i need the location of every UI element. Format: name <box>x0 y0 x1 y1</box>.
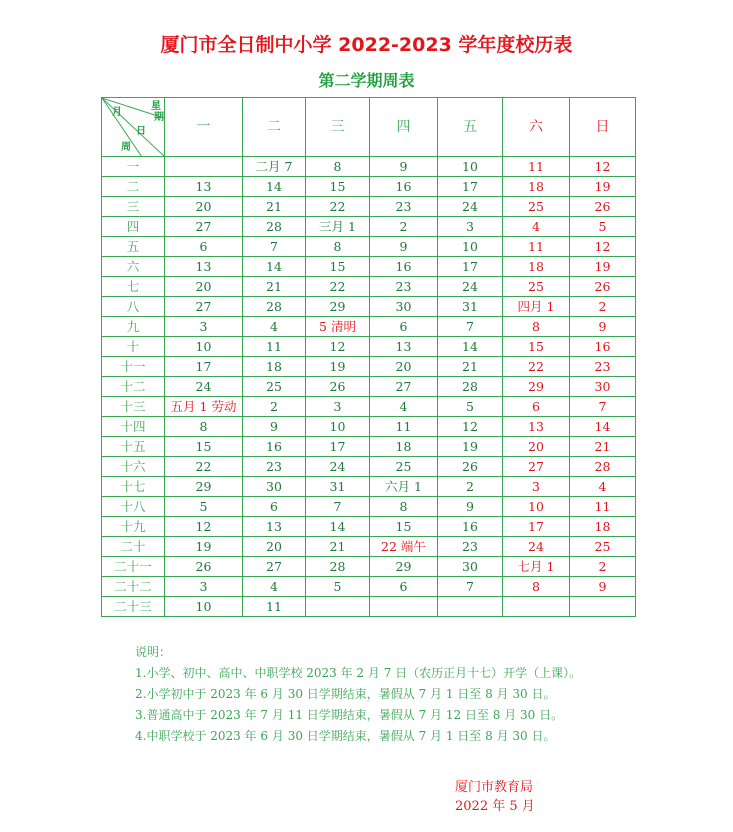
table-row <box>102 537 636 557</box>
date-cell: 17 <box>438 257 503 277</box>
date-cell: 25 <box>503 197 570 217</box>
date-cell: 27 <box>503 457 570 477</box>
date-cell: 21 <box>438 357 503 377</box>
date-cell: 8 <box>503 577 570 597</box>
table-row <box>102 497 636 517</box>
week-number-cell: 七 <box>102 277 165 297</box>
week-number-cell: 十 <box>102 337 165 357</box>
date-cell: 19 <box>570 177 636 197</box>
date-cell: 5 <box>165 497 243 517</box>
date-cell: 15 <box>503 337 570 357</box>
date-cell: 24 <box>438 197 503 217</box>
date-cell: 6 <box>503 397 570 417</box>
date-cell: 3 <box>503 477 570 497</box>
date-cell: 7 <box>438 317 503 337</box>
table-row <box>102 217 636 237</box>
date-cell <box>570 597 636 617</box>
table-row <box>102 357 636 377</box>
week-number-cell: 十九 <box>102 517 165 537</box>
date-cell: 18 <box>503 177 570 197</box>
date-cell: 12 <box>570 157 636 177</box>
date-cell: 11 <box>503 237 570 257</box>
date-cell: 2 <box>243 397 306 417</box>
date-cell: 22 <box>503 357 570 377</box>
week-number-cell: 十七 <box>102 477 165 497</box>
date-cell: 23 <box>370 197 438 217</box>
date-cell: 17 <box>438 177 503 197</box>
week-number-cell: 二十三 <box>102 597 165 617</box>
date-cell <box>165 157 243 177</box>
week-number-cell: 五 <box>102 237 165 257</box>
table-row <box>102 157 636 177</box>
header-wed: 三 <box>306 98 370 157</box>
date-cell: 20 <box>503 437 570 457</box>
table-row <box>102 237 636 257</box>
table-row <box>102 337 636 357</box>
date-cell: 14 <box>438 337 503 357</box>
date-cell: 9 <box>570 577 636 597</box>
date-cell: 20 <box>165 277 243 297</box>
date-cell: 18 <box>370 437 438 457</box>
date-cell: 3 <box>165 317 243 337</box>
date-cell: 7 <box>438 577 503 597</box>
calendar-table <box>101 97 636 617</box>
date-cell: 4 <box>243 317 306 337</box>
week-number-cell: 三 <box>102 197 165 217</box>
week-number-cell: 十五 <box>102 437 165 457</box>
date-cell: 4 <box>370 397 438 417</box>
date-cell: 29 <box>165 477 243 497</box>
date-cell: 28 <box>438 377 503 397</box>
date-cell: 2 <box>570 557 636 577</box>
date-cell: 12 <box>570 237 636 257</box>
table-row <box>102 197 636 217</box>
header-thu: 四 <box>370 98 438 157</box>
date-cell: 7 <box>243 237 306 257</box>
week-number-cell: 八 <box>102 297 165 317</box>
date-cell: 24 <box>165 377 243 397</box>
date-cell: 17 <box>165 357 243 377</box>
date-cell: 14 <box>243 257 306 277</box>
date-cell: 15 <box>306 257 370 277</box>
date-cell: 9 <box>438 497 503 517</box>
date-cell: 10 <box>306 417 370 437</box>
date-cell: 18 <box>243 357 306 377</box>
date-cell: 10 <box>503 497 570 517</box>
table-row <box>102 577 636 597</box>
table-row <box>102 177 636 197</box>
date-cell: 10 <box>438 157 503 177</box>
calendar-body <box>102 157 636 617</box>
table-row <box>102 297 636 317</box>
date-cell: 18 <box>503 257 570 277</box>
table-row <box>102 477 636 497</box>
table-row <box>102 417 636 437</box>
date-cell: 7 <box>570 397 636 417</box>
date-cell: 27 <box>243 557 306 577</box>
date-cell: 29 <box>503 377 570 397</box>
note-item: 1.小学、初中、高中、中职学校 2023 年 2 月 7 日（农历正月十七）开学（上课）。 <box>135 666 582 680</box>
week-number-cell: 十三 <box>102 397 165 417</box>
signature-org: 厦门市教育局 <box>455 780 534 795</box>
date-cell: 12 <box>165 517 243 537</box>
date-cell: 10 <box>165 597 243 617</box>
week-number-cell: 九 <box>102 317 165 337</box>
date-cell: 30 <box>243 477 306 497</box>
date-cell: 二月 7 <box>243 157 306 177</box>
date-cell: 5 <box>306 577 370 597</box>
date-cell: 25 <box>243 377 306 397</box>
date-cell: 20 <box>370 357 438 377</box>
date-cell: 10 <box>165 337 243 357</box>
date-cell: 14 <box>570 417 636 437</box>
week-number-cell: 十八 <box>102 497 165 517</box>
date-cell: 6 <box>243 497 306 517</box>
date-cell: 3 <box>165 577 243 597</box>
date-cell: 16 <box>370 177 438 197</box>
date-cell: 19 <box>570 257 636 277</box>
date-cell: 5 <box>570 217 636 237</box>
week-number-cell: 二十 <box>102 537 165 557</box>
date-cell: 23 <box>438 537 503 557</box>
date-cell: 16 <box>243 437 306 457</box>
date-cell: 25 <box>370 457 438 477</box>
date-cell: 16 <box>438 517 503 537</box>
date-cell: 29 <box>306 297 370 317</box>
corner-label-qi: 期 <box>154 112 164 123</box>
date-cell: 19 <box>438 437 503 457</box>
header-tue: 二 <box>243 98 306 157</box>
date-cell: 15 <box>306 177 370 197</box>
table-row <box>102 277 636 297</box>
date-cell: 8 <box>306 157 370 177</box>
date-cell: 7 <box>306 497 370 517</box>
date-cell: 17 <box>503 517 570 537</box>
date-cell: 26 <box>570 197 636 217</box>
week-number-cell: 六 <box>102 257 165 277</box>
date-cell: 三月 1 <box>306 217 370 237</box>
date-cell: 14 <box>306 517 370 537</box>
date-cell: 13 <box>165 177 243 197</box>
note-item: 4.中职学校于 2023 年 6 月 30 日学期结束，暑假从 7 月 1 日至 8 月 30 日。 <box>135 729 556 743</box>
date-cell: 21 <box>243 277 306 297</box>
signature <box>455 778 535 816</box>
corner-label-month: 月 <box>112 107 122 118</box>
date-cell: 21 <box>243 197 306 217</box>
date-cell: 20 <box>165 197 243 217</box>
date-cell: 10 <box>438 237 503 257</box>
date-cell: 21 <box>306 537 370 557</box>
date-cell: 19 <box>306 357 370 377</box>
date-cell: 六月 1 <box>370 477 438 497</box>
date-cell: 17 <box>306 437 370 457</box>
header-fri: 五 <box>438 98 503 157</box>
week-number-cell: 十一 <box>102 357 165 377</box>
date-cell: 4 <box>243 577 306 597</box>
date-cell: 8 <box>306 237 370 257</box>
date-cell: 21 <box>570 437 636 457</box>
date-cell: 23 <box>370 277 438 297</box>
table-row <box>102 437 636 457</box>
date-cell <box>306 597 370 617</box>
note-item: 2.小学初中于 2023 年 6 月 30 日学期结束，暑假从 7 月 1 日至 8 月 30 日。 <box>135 687 556 701</box>
table-row <box>102 317 636 337</box>
note-item: 3.普通高中于 2023 年 7 月 11 日学期结束，暑假从 7 月 12 日至 8 月 30 日。 <box>135 708 564 722</box>
notes-heading: 说明： <box>135 645 172 659</box>
week-number-cell: 十四 <box>102 417 165 437</box>
date-cell: 6 <box>370 317 438 337</box>
date-cell: 13 <box>243 517 306 537</box>
date-cell: 22 端午 <box>370 537 438 557</box>
date-cell: 26 <box>165 557 243 577</box>
table-row <box>102 397 636 417</box>
date-cell: 30 <box>370 297 438 317</box>
header-sun: 日 <box>570 98 636 157</box>
table-row <box>102 257 636 277</box>
date-cell: 28 <box>306 557 370 577</box>
date-cell: 5 <box>438 397 503 417</box>
date-cell: 9 <box>370 157 438 177</box>
page-subtitle: 第二学期周表 <box>318 71 415 90</box>
date-cell: 16 <box>370 257 438 277</box>
date-cell: 13 <box>503 417 570 437</box>
date-cell: 27 <box>165 217 243 237</box>
signature-date: 2022 年 5 月 <box>455 799 535 814</box>
date-cell: 5 清明 <box>306 317 370 337</box>
date-cell: 19 <box>165 537 243 557</box>
date-cell <box>370 597 438 617</box>
date-cell: 9 <box>243 417 306 437</box>
date-cell: 28 <box>243 297 306 317</box>
date-cell: 12 <box>438 417 503 437</box>
week-number-cell: 二 <box>102 177 165 197</box>
date-cell: 9 <box>370 237 438 257</box>
date-cell: 13 <box>165 257 243 277</box>
date-cell: 4 <box>570 477 636 497</box>
header-sat: 六 <box>503 98 570 157</box>
date-cell: 22 <box>306 277 370 297</box>
table-row <box>102 457 636 477</box>
date-cell: 30 <box>570 377 636 397</box>
date-cell: 11 <box>243 337 306 357</box>
table-row <box>102 597 636 617</box>
date-cell: 8 <box>165 417 243 437</box>
corner-label-xing: 星 <box>151 101 161 112</box>
week-number-cell: 十六 <box>102 457 165 477</box>
corner-cell <box>102 98 165 157</box>
date-cell: 14 <box>243 177 306 197</box>
week-number-cell: 一 <box>102 157 165 177</box>
date-cell: 18 <box>570 517 636 537</box>
date-cell: 26 <box>570 277 636 297</box>
date-cell: 24 <box>503 537 570 557</box>
date-cell: 28 <box>570 457 636 477</box>
date-cell: 20 <box>243 537 306 557</box>
date-cell: 8 <box>370 497 438 517</box>
date-cell: 11 <box>570 497 636 517</box>
date-cell <box>503 597 570 617</box>
date-cell <box>438 597 503 617</box>
date-cell: 11 <box>370 417 438 437</box>
table-row <box>102 377 636 397</box>
date-cell: 25 <box>503 277 570 297</box>
date-cell: 29 <box>370 557 438 577</box>
header-mon: 一 <box>165 98 243 157</box>
date-cell: 8 <box>503 317 570 337</box>
date-cell: 24 <box>306 457 370 477</box>
date-cell: 四月 1 <box>503 297 570 317</box>
week-number-cell: 二十一 <box>102 557 165 577</box>
date-cell: 15 <box>165 437 243 457</box>
table-row <box>102 517 636 537</box>
header-row <box>102 98 636 157</box>
date-cell: 16 <box>570 337 636 357</box>
date-cell: 22 <box>306 197 370 217</box>
date-cell: 2 <box>438 477 503 497</box>
date-cell: 28 <box>243 217 306 237</box>
date-cell: 27 <box>370 377 438 397</box>
date-cell: 3 <box>438 217 503 237</box>
date-cell: 31 <box>306 477 370 497</box>
date-cell: 五月 1 劳动 <box>165 397 243 417</box>
date-cell: 26 <box>438 457 503 477</box>
page-title: 厦门市全日制中小学 2022-2023 学年度校历表 <box>160 34 573 56</box>
date-cell: 23 <box>570 357 636 377</box>
week-number-cell: 十二 <box>102 377 165 397</box>
corner-label-day: 日 <box>136 126 146 137</box>
date-cell: 12 <box>306 337 370 357</box>
date-cell: 27 <box>165 297 243 317</box>
date-cell: 11 <box>243 597 306 617</box>
date-cell: 9 <box>570 317 636 337</box>
notes-section <box>135 642 581 747</box>
date-cell: 26 <box>306 377 370 397</box>
date-cell: 15 <box>370 517 438 537</box>
date-cell: 22 <box>165 457 243 477</box>
date-cell: 6 <box>165 237 243 257</box>
date-cell: 6 <box>370 577 438 597</box>
date-cell: 23 <box>243 457 306 477</box>
date-cell: 2 <box>570 297 636 317</box>
table-row <box>102 557 636 577</box>
date-cell: 2 <box>370 217 438 237</box>
date-cell: 24 <box>438 277 503 297</box>
date-cell: 13 <box>370 337 438 357</box>
date-cell: 31 <box>438 297 503 317</box>
date-cell: 3 <box>306 397 370 417</box>
week-number-cell: 二十二 <box>102 577 165 597</box>
date-cell: 11 <box>503 157 570 177</box>
week-number-cell: 四 <box>102 217 165 237</box>
corner-label-week: 周 <box>121 142 131 153</box>
date-cell: 4 <box>503 217 570 237</box>
date-cell: 30 <box>438 557 503 577</box>
date-cell: 25 <box>570 537 636 557</box>
date-cell: 七月 1 <box>503 557 570 577</box>
